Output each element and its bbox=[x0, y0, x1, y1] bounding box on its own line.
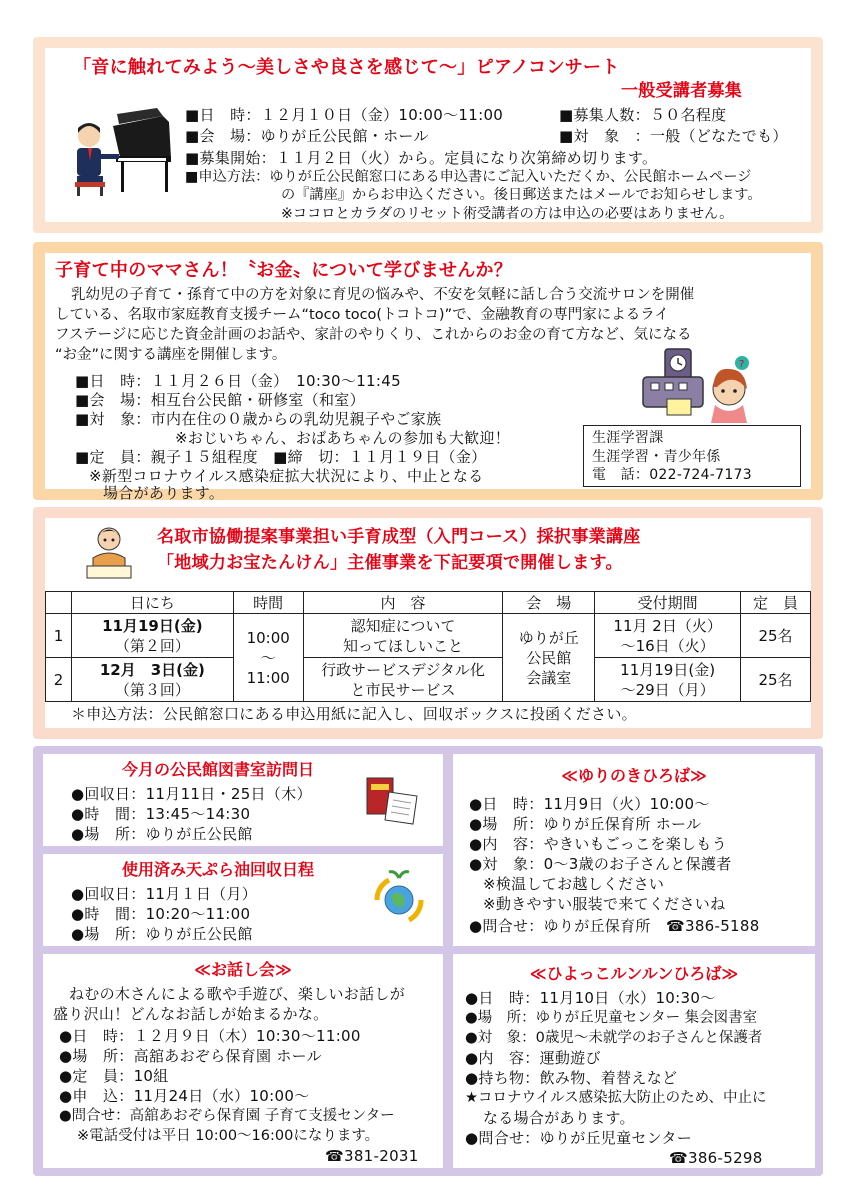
row-accept bbox=[595, 614, 741, 658]
row-date-sub: （第３回） bbox=[114, 680, 190, 699]
money-desc-2: している、名取市家庭教育支援チーム“toco toco(トコトコ)”で、金融教育の専門家によるライ bbox=[55, 307, 669, 323]
story-title: ≪お話し会≫ bbox=[194, 960, 292, 979]
contact-dept: 生涯学習課 bbox=[592, 430, 664, 446]
row-date bbox=[71, 614, 233, 658]
piano-concert-section bbox=[33, 37, 823, 233]
oil-card bbox=[43, 854, 443, 946]
row-accept bbox=[595, 658, 741, 702]
row-content bbox=[303, 614, 503, 658]
oil-place: ●場 所：ゆりが丘公民館 bbox=[71, 925, 253, 943]
piano-concert-subtitle: 一般受講者募集 bbox=[621, 81, 743, 101]
row-time bbox=[233, 614, 303, 702]
library-title: 今月の公民館図書室訪問日 bbox=[121, 760, 314, 779]
yurinoki-title: ≪ゆりのきひろば≫ bbox=[561, 766, 707, 785]
hiyokko-content: ●内 容：運動遊び bbox=[465, 1049, 601, 1067]
hiyokko-covid-note-cont: なる場合があります。 bbox=[483, 1109, 635, 1127]
story-apply: ●申 込：11月24日（水）10:00～ bbox=[59, 1087, 310, 1105]
money-capacity-deadline: ■定 員：親子１５組程度 ■締 切：１１月１９日（金） bbox=[75, 448, 487, 466]
hiyokko-contact: ●問合せ：ゆりが丘児童センター bbox=[465, 1129, 692, 1147]
money-desc-3: フステージに応じた資金計画のお話や、家計のやりくり、これからのお金の育て方など、気になる bbox=[55, 327, 692, 343]
row-date bbox=[71, 658, 233, 702]
story-contact: ●問合せ：高舘あおぞら保育園 子育て支援センター bbox=[59, 1108, 395, 1124]
course-panel bbox=[45, 518, 811, 728]
row-venue bbox=[503, 614, 595, 702]
pianist-illustration-icon bbox=[61, 106, 179, 198]
household-budget-illustration-icon bbox=[637, 343, 757, 425]
money-lecture-section bbox=[33, 242, 823, 500]
yurinoki-card bbox=[453, 754, 815, 946]
yurinoki-place: ●場 所：ゆりが丘保育所 ホール bbox=[469, 815, 702, 833]
row-content bbox=[303, 658, 503, 702]
piano-concert-panel bbox=[45, 48, 811, 222]
table-header-capacity: 定 員 bbox=[741, 592, 811, 614]
course-section bbox=[33, 507, 823, 739]
row-number: 1 bbox=[46, 614, 72, 658]
info-section bbox=[33, 746, 823, 1176]
piano-note: ※ココロとカラダのリセット術受講者の方は申込の必要はありません。 bbox=[281, 206, 734, 222]
story-capacity: ●定 員：10組 bbox=[59, 1067, 169, 1085]
venue-line2: 公民館 bbox=[526, 648, 572, 667]
money-lecture-panel bbox=[45, 253, 811, 502]
piano-apply-cont: の『講座』からお申込ください。後日郵送またはメールでお知らせします。 bbox=[281, 187, 762, 203]
row-accept-line2: ～16日（火） bbox=[620, 636, 715, 655]
row-accept-line2: ～29日（月） bbox=[620, 680, 715, 699]
library-place: ●場 所：ゆりが丘公民館 bbox=[71, 825, 253, 843]
table-header-content: 内 容 bbox=[303, 592, 503, 614]
table-header-accept: 受付期間 bbox=[595, 592, 741, 614]
row-capacity: 25名 bbox=[741, 658, 811, 702]
row-accept-line1: 11月 2日（火） bbox=[613, 616, 722, 635]
money-date: ■日 時：１１月２６日（金） 10:30～11:45 bbox=[75, 372, 401, 390]
yurinoki-note-2: ※動きやすい服装で来てくださいね bbox=[483, 895, 726, 913]
course-title-2: 「地域力お宝たんけん」主催事業を下記要項で開催します。 bbox=[157, 553, 623, 573]
yurinoki-target: ●対 象：0～3歳のお子さんと保護者 bbox=[469, 855, 732, 873]
piano-capacity: ■募集人数：５０名程度 bbox=[559, 106, 727, 124]
hiyokko-bring: ●持ち物：飲み物、着替えなど bbox=[465, 1069, 678, 1087]
course-title-1: 名取市協働提案事業担い手育成型（入門コース）採択事業講座 bbox=[157, 527, 641, 547]
table-row bbox=[46, 614, 811, 658]
oil-date: ●回収日：11月１日（月） bbox=[71, 885, 258, 903]
row-content-line2: と市民サービス bbox=[350, 680, 456, 699]
piano-apply: ■申込方法：ゆりが丘公民館窓口にある申込書にご記入いただくか、公民館ホームページ bbox=[185, 169, 752, 185]
story-phone: ☎381-2031 bbox=[325, 1147, 419, 1165]
yurinoki-content: ●内 容：やきいもごっこを楽しもう bbox=[469, 835, 727, 853]
course-apply-note: ＊申込方法：公民館窓口にある申込用紙に記入し、回収ボックスに投函ください。 bbox=[71, 705, 637, 723]
piano-date: ■日 時：１２月１０日（金）10:00～11:00 bbox=[185, 106, 504, 124]
table-header-time: 時間 bbox=[233, 592, 303, 614]
oil-title: 使用済み天ぷら油回収日程 bbox=[121, 860, 314, 879]
svg-text:?: ? bbox=[739, 359, 745, 370]
table-header-venue: 会 場 bbox=[503, 592, 595, 614]
money-desc-4: “お金”に関する講座を開催します。 bbox=[55, 347, 287, 363]
contact-phone: 電 話：022-724-7173 bbox=[592, 467, 752, 483]
piano-start: ■募集開始：１１月２日（火）から。定員になり次第締め切ります。 bbox=[185, 149, 658, 167]
library-time: ●時 間：13:45～14:30 bbox=[71, 805, 251, 823]
story-desc-2: 盛り沢山！どんなお話しが始まるかな。 bbox=[53, 1005, 329, 1023]
venue-line1: ゆりが丘 bbox=[518, 628, 579, 647]
time-end: 11:00 bbox=[246, 668, 290, 687]
time-sep: ～ bbox=[260, 648, 276, 667]
row-number: 2 bbox=[46, 658, 72, 702]
money-target: ■対 象：市内在住の０歳からの乳幼児親子やご家族 bbox=[75, 410, 442, 428]
story-date: ●日 時：１２月９日（木）10:30～11:00 bbox=[59, 1027, 361, 1045]
hiyokko-phone: ☎386-5298 bbox=[669, 1149, 763, 1167]
story-desc-1: ねむの木さんによる歌や手遊び、楽しいお話しが bbox=[69, 985, 406, 1003]
teacher-illustration-icon bbox=[83, 522, 135, 580]
books-icon bbox=[361, 772, 425, 828]
money-covid-note: ※新型コロナウイルス感染症拡大状況により、中止となる bbox=[89, 467, 484, 485]
money-desc-1: 乳幼児の子育て・孫育て中の方を対象に育児の悩みや、不安を気軽に話し合う交流サロンを開催 bbox=[71, 287, 695, 303]
yurinoki-date: ●日 時：11月9日（火）10:00～ bbox=[469, 795, 710, 813]
time-start: 10:00 bbox=[246, 628, 290, 647]
yurinoki-contact: ●問合せ：ゆりが丘保育所 ☎386-5188 bbox=[469, 917, 760, 935]
money-venue: ■会 場：相互台公民館・研修室（和室） bbox=[75, 391, 365, 409]
row-date-main: 12月 3日(金) bbox=[99, 660, 205, 679]
course-schedule-table bbox=[45, 591, 811, 702]
piano-concert-title: 「音に触れてみよう～美しさや良さを感じて～」ピアノコンサート bbox=[73, 57, 620, 78]
row-accept-line1: 11月19日(金) bbox=[620, 660, 716, 679]
venue-line3: 会議室 bbox=[526, 668, 572, 687]
story-place: ●場 所：高舘あおぞら保育園 ホール bbox=[59, 1047, 322, 1065]
table-row bbox=[46, 658, 811, 702]
row-capacity: 25名 bbox=[741, 614, 811, 658]
hiyokko-place: ●場 所：ゆりが丘児童センター 集会図書室 bbox=[465, 1010, 758, 1026]
contact-section: 生涯学習・青少年係 bbox=[592, 449, 721, 465]
money-target-note: ※おじいちゃん、おばあちゃんの参加も大歓迎！ bbox=[175, 429, 511, 447]
contact-box bbox=[583, 425, 801, 487]
story-phone-note: ※電話受付は平日 10:00～16:00になります。 bbox=[77, 1128, 380, 1144]
hiyokko-covid-note: ★コロナウイルス感染拡大防止のため、中止に bbox=[465, 1090, 767, 1106]
library-date: ●回収日：11月11日・25日（木） bbox=[71, 785, 312, 803]
recycle-earth-icon bbox=[369, 868, 429, 928]
story-card bbox=[43, 954, 443, 1168]
hiyokko-title: ≪ひよっこルンルンひろば≫ bbox=[529, 964, 739, 983]
table-header-row bbox=[46, 592, 811, 614]
money-lecture-title: 子育て中のママさん！〝お金〟について学びませんか？ bbox=[55, 260, 513, 281]
money-covid-note-cont: 場合があります。 bbox=[103, 484, 225, 502]
table-header-no bbox=[46, 592, 72, 614]
row-content-line2: 知ってほしいこと bbox=[342, 636, 463, 655]
row-date-main: 11月19日(金) bbox=[102, 616, 203, 635]
hiyokko-date: ●日 時：11月10日（水）10:30～ bbox=[465, 989, 716, 1007]
row-content-line1: 認知症について bbox=[350, 616, 456, 635]
row-content-line1: 行政サービスデジタル化 bbox=[321, 660, 485, 679]
hiyokko-card bbox=[453, 954, 815, 1168]
oil-time: ●時 間：10:20～11:00 bbox=[71, 905, 251, 923]
piano-venue: ■会 場：ゆりが丘公民館・ホール bbox=[185, 127, 429, 145]
row-date-sub: （第２回） bbox=[114, 636, 190, 655]
yurinoki-note-1: ※検温してお越しください bbox=[483, 875, 665, 893]
table-header-date: 日にち bbox=[71, 592, 233, 614]
piano-target: ■対 象 ：一般（どなたでも） bbox=[559, 127, 788, 145]
library-card bbox=[43, 754, 443, 846]
hiyokko-target: ●対 象：0歳児～未就学のお子さんと保護者 bbox=[465, 1030, 763, 1046]
